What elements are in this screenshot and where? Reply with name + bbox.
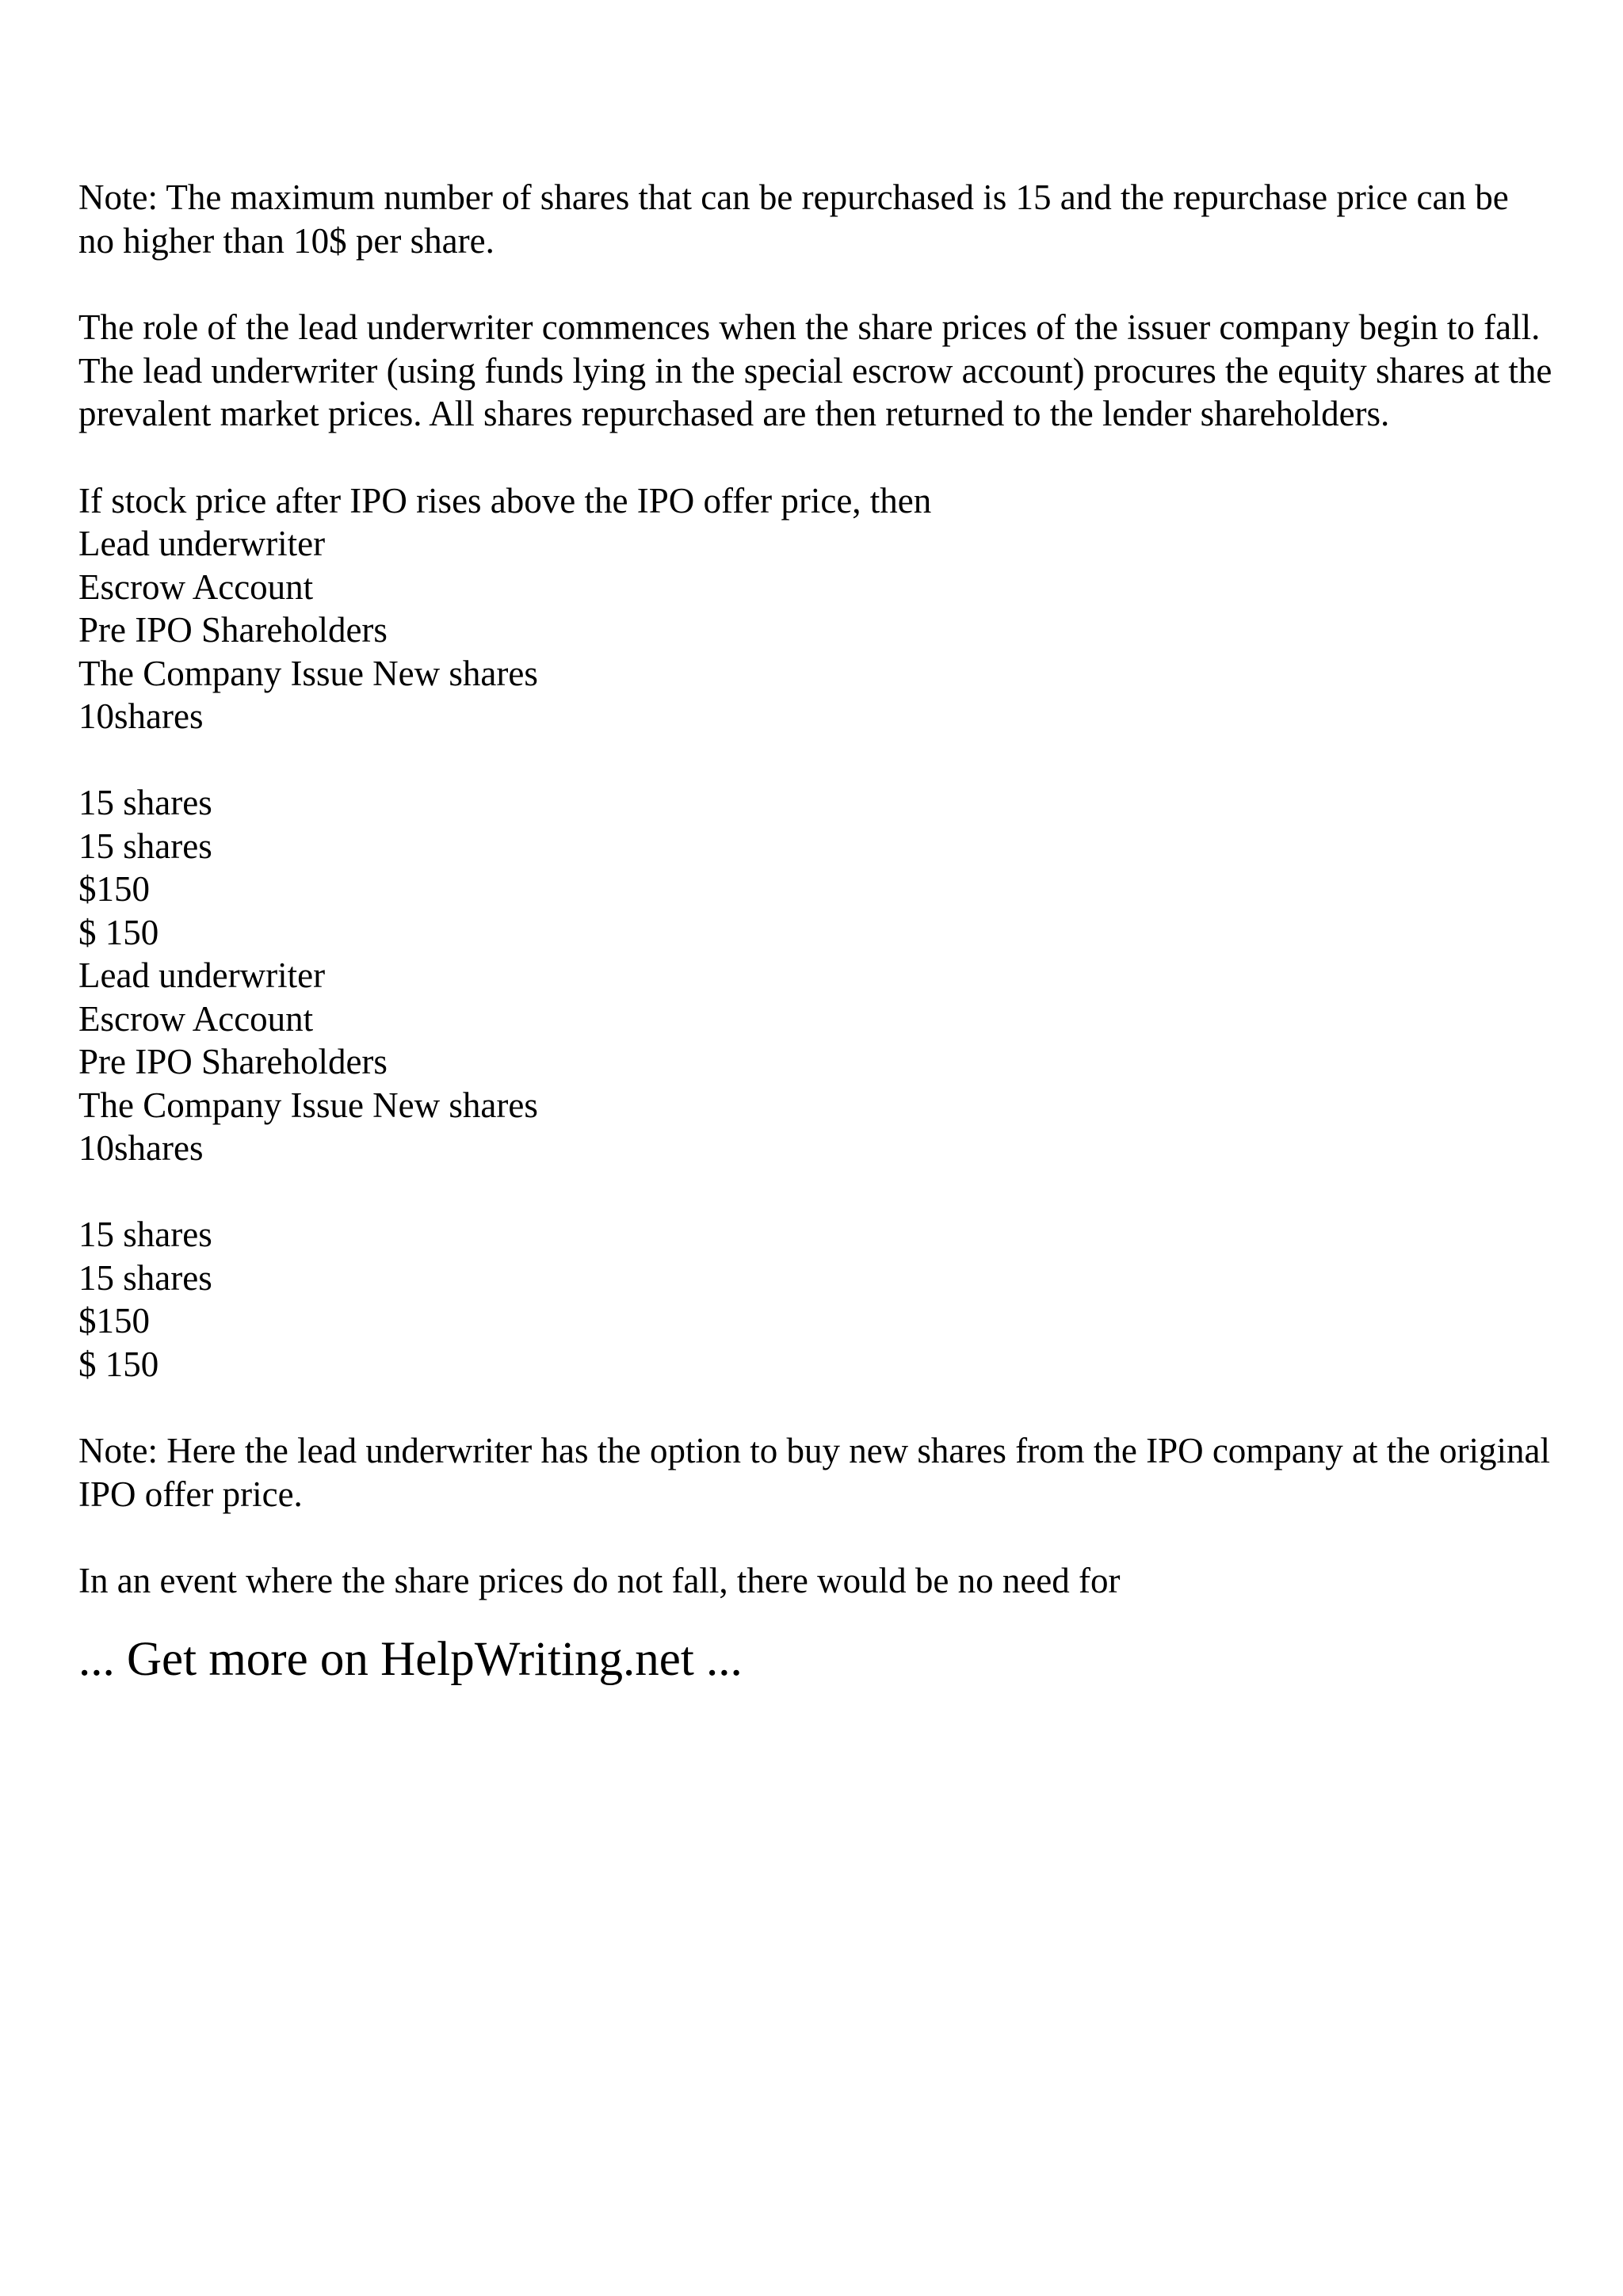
- flow-list-1: [78, 479, 1552, 955]
- value-15-shares: 15 shares: [78, 1257, 212, 1298]
- if-stock-rises-line: If stock price after IPO rises above the IPO offer price, then: [78, 480, 932, 521]
- label-escrow-account: Escrow Account: [78, 566, 314, 607]
- flow-list-2: [78, 954, 1552, 1386]
- blank-line: [78, 1170, 1552, 1214]
- value-15-shares: 15 shares: [78, 1215, 212, 1254]
- paragraph-underwriter-role: The role of the lead underwriter commences when the share prices of the issuer company begin to fall. The lead underwriter (using funds lying in the special escrow account) procures the equity shares at the prevalent market prices. All shares repurchased are then returned to the lender shareholders.: [78, 307, 1552, 433]
- value-150-spaced: $ 150: [78, 1344, 159, 1384]
- label-company-issue-new-shares: The Company Issue New shares: [78, 1085, 538, 1125]
- note-repurchase-limit: Note: The maximum number of shares that can be repurchased is 15 and the repurchase price can be no higher than 10$ per share.: [78, 177, 1509, 261]
- label-10shares: 10shares: [78, 696, 204, 736]
- label-lead-underwriter: Lead underwriter: [78, 524, 326, 563]
- label-10shares: 10shares: [78, 1128, 204, 1168]
- document-body: [78, 176, 1552, 1688]
- label-pre-ipo-shareholders: Pre IPO Shareholders: [78, 1042, 388, 1081]
- value-150: $150: [78, 869, 150, 909]
- value-150: $150: [78, 1301, 150, 1341]
- get-more-link[interactable]: ... Get more on HelpWriting.net ...: [78, 1632, 743, 1686]
- note-buy-new-shares: Note: Here the lead underwriter has the option to buy new shares from the IPO company at the original IPO offer price.: [78, 1431, 1550, 1514]
- paragraph-no-fall-event: In an event where the share prices do not fall, there would be no need for: [78, 1561, 1121, 1600]
- value-15-shares: 15 shares: [78, 826, 212, 866]
- label-escrow-account: Escrow Account: [78, 998, 314, 1039]
- label-company-issue-new-shares: The Company Issue New shares: [78, 653, 538, 693]
- label-lead-underwriter: Lead underwriter: [78, 955, 326, 995]
- blank-line: [78, 738, 1552, 782]
- label-pre-ipo-shareholders: Pre IPO Shareholders: [78, 610, 388, 650]
- value-150-spaced: $ 150: [78, 912, 159, 952]
- value-15-shares: 15 shares: [78, 783, 212, 822]
